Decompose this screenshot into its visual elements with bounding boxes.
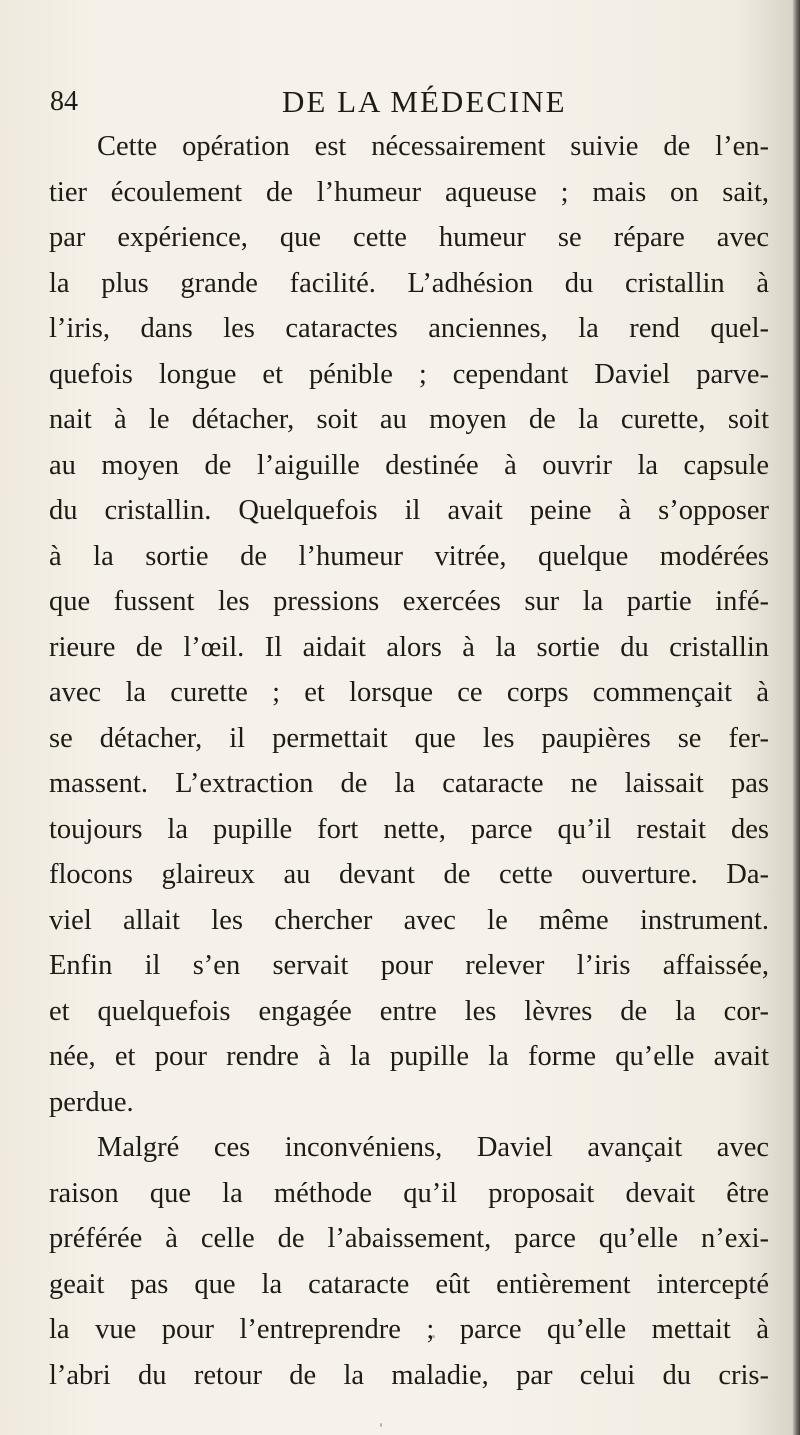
text-line: que fussent les pressions exercées sur la partie infé- [49,586,769,617]
text-line: l’abri du retour de la maladie, par celui du cris- [49,1359,769,1391]
text-line: rieure de l’œil. Il aidait alors à la sortie du cristallin [49,631,769,663]
text-line: à la sortie de l’humeur vitrée, quelque modérées [49,540,769,572]
paper-speck [380,1423,382,1427]
page-number: 84 [50,86,78,117]
text-line: flocons glaireux au devant de cette ouverture. Da- [49,859,769,890]
text-line: massent. L’extraction de la cataracte ne laissait pas [49,768,769,799]
body-text [49,124,769,1398]
text-line: raison que la méthode qu’il proposait devait être [49,1177,769,1209]
text-line: née, et pour rendre à la pupille la forme qu’elle avait [49,1041,769,1072]
text-line: tier écoulement de l’humeur aqueuse ; mais on sait, [49,176,769,208]
text-line: viel allait les chercher avec le même instrument. [49,904,769,936]
text-line: se détacher, il permettait que les paupières se fer- [49,722,769,754]
text-line: Cette opération est nécessairement suivie de l’en- [97,131,769,162]
text-line: la plus grande facilité. L’adhésion du cristallin à [49,267,769,299]
text-line: et quelquefois engagée entre les lèvres de la cor- [49,995,769,1027]
text-line: préférée à celle de l’abaissement, parce qu’elle n’exi- [49,1223,769,1254]
text-line: Enfin il s’en servait pour relever l’iris affaissée, [49,950,769,981]
text-line: toujours la pupille fort nette, parce qu’il restait des [49,813,769,845]
text-line: par expérience, que cette humeur se répare avec [49,222,769,253]
text-line: l’iris, dans les cataractes anciennes, la rend quel- [49,313,769,344]
text-line: geait pas que la cataracte eût entièrement intercepté [49,1268,769,1300]
text-line: la vue pour l’entreprendre ; parce qu’elle mettait à [49,1314,769,1345]
running-head: DE LA MÉDECINE [282,84,567,119]
text-line: perdue. [49,1086,134,1118]
paper-speck [432,1335,435,1338]
text-line: Malgré ces inconvéniens, Daviel avançait avec [97,1132,769,1163]
text-line: au moyen de l’aiguille destinée à ouvrir la capsule [49,449,769,481]
text-line: quefois longue et pénible ; cependant Daviel parve- [49,358,769,390]
page-header [50,82,752,122]
text-line: du cristallin. Quelquefois il avait peine à s’opposer [49,495,769,526]
text-line: avec la curette ; et lorsque ce corps commençait à [49,677,769,708]
text-line: nait à le détacher, soit au moyen de la curette, soit [49,404,769,435]
page-edge-shadow [793,0,800,1435]
